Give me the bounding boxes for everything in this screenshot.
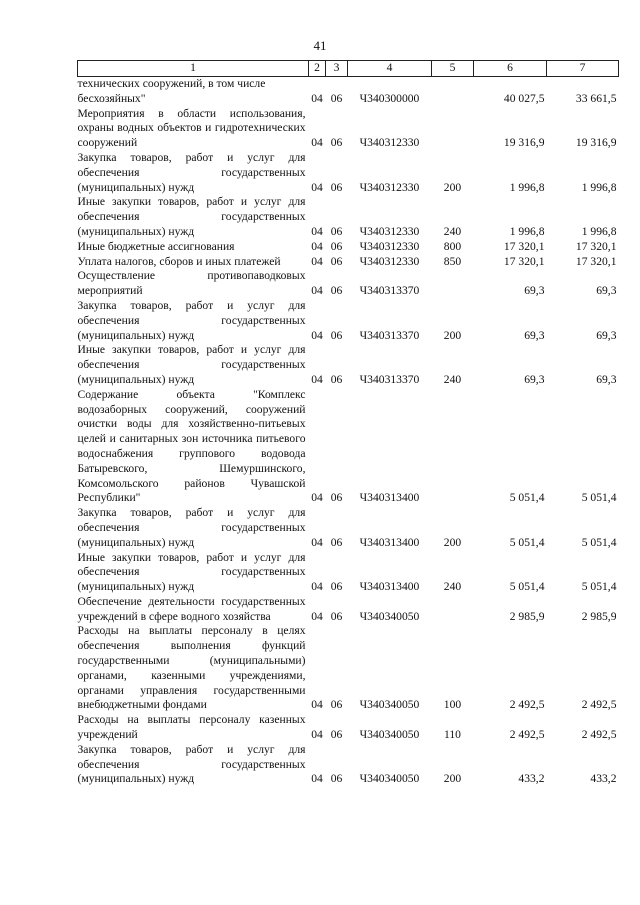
- row-year1-amount: 2 985,9: [509, 609, 545, 623]
- row-article-cell: Ч340312330: [359, 136, 420, 150]
- row-year1-amount: 433,2: [518, 772, 545, 786]
- row-name-cell: Иные закупки товаров, работ и услуг для обеспечения государственных (муниципальных) нужд: [77, 550, 306, 594]
- row-year2-amount: 69,3: [596, 372, 617, 386]
- row-section-cell: 04: [311, 284, 323, 298]
- row-year2-amount: 2 985,9: [581, 609, 617, 623]
- row-year2-amount: 1 996,8: [581, 180, 617, 194]
- row-name-cell: технических сооружений, в том числе бесхозяйных": [77, 77, 266, 105]
- row-expense-type-cell: 240: [443, 580, 462, 594]
- row-year2-amount: 2 492,5: [581, 698, 617, 712]
- table-row: [78, 388, 619, 506]
- row-article-cell: Ч340340050: [359, 609, 420, 623]
- row-year1-amount: 2 492,5: [509, 698, 545, 712]
- row-section-cell: 04: [311, 239, 323, 253]
- row-section-cell: 04: [311, 772, 323, 786]
- row-name-cell: Обеспечение деятельности государственных учреждений в сфере водного хозяйства: [77, 594, 306, 623]
- row-year1-amount: 2 492,5: [509, 728, 545, 742]
- row-year2-amount: 17 320,1: [575, 239, 617, 253]
- row-year1-amount: 17 320,1: [503, 254, 545, 268]
- row-subsection-cell: 06: [330, 254, 343, 268]
- row-year2-amount: 69,3: [596, 284, 617, 298]
- row-name-cell: Закупка товаров, работ и услуг для обеспечения государственных (муниципальных) нужд: [77, 150, 306, 194]
- page-number: 41: [313, 38, 327, 53]
- row-section-cell: 04: [311, 136, 323, 150]
- row-subsection-cell: 06: [330, 698, 343, 712]
- header-cell-year2: 7: [547, 61, 619, 77]
- row-article-cell: Ч340313370: [359, 372, 420, 386]
- table-row: [78, 343, 619, 387]
- row-expense-type-cell: [432, 107, 474, 151]
- row-subsection-cell: 06: [330, 728, 343, 742]
- row-subsection-cell: 06: [330, 136, 343, 150]
- row-section-cell: 04: [311, 180, 323, 194]
- table-row: [78, 506, 619, 550]
- row-expense-type-cell: 240: [443, 224, 462, 238]
- row-expense-type-cell: 200: [443, 535, 462, 549]
- row-section-cell: 04: [311, 91, 323, 105]
- row-year2-amount: 69,3: [596, 328, 617, 342]
- row-expense-type-cell: 110: [444, 728, 461, 742]
- row-article-cell: Ч340340050: [359, 698, 420, 712]
- row-year2-amount: 1 996,8: [581, 224, 617, 238]
- row-article-cell: Ч340313400: [359, 535, 420, 549]
- table-header: [78, 61, 619, 77]
- row-section-cell: 04: [311, 609, 323, 623]
- row-expense-type-cell: 200: [443, 328, 462, 342]
- row-expense-type-cell: 800: [443, 239, 462, 253]
- row-section-cell: 04: [311, 328, 323, 342]
- row-section-cell: 04: [311, 491, 323, 505]
- row-name-cell: Мероприятия в области использования, охраны водных объектов и гидротехнических сооружений: [77, 106, 306, 150]
- row-year2-amount: 5 051,4: [581, 491, 617, 505]
- table-row: [78, 551, 619, 595]
- row-name-cell: Закупка товаров, работ и услуг для обеспечения государственных (муниципальных) нужд: [77, 298, 306, 342]
- row-article-cell: Ч340340050: [359, 772, 420, 786]
- row-name-cell: Иные закупки товаров, работ и услуг для обеспечения государственных (муниципальных) нужд: [77, 195, 306, 238]
- row-expense-type-cell: 200: [443, 772, 462, 786]
- row-subsection-cell: 06: [330, 535, 343, 549]
- row-subsection-cell: 06: [330, 224, 343, 238]
- table-row: [78, 77, 619, 107]
- table-row: [78, 107, 619, 151]
- table-row: [78, 269, 619, 299]
- row-subsection-cell: 06: [330, 372, 343, 386]
- row-name-cell: Закупка товаров, работ и услуг для обеспечения государственных (муниципальных) нужд: [77, 742, 306, 786]
- row-section-cell: 04: [311, 372, 323, 386]
- row-year1-amount: 69,3: [524, 372, 545, 386]
- row-year2-amount: 17 320,1: [575, 254, 617, 268]
- row-section-cell: 04: [311, 728, 323, 742]
- row-expense-type-cell: [432, 269, 474, 299]
- row-section-cell: 04: [311, 580, 323, 594]
- header-cell-article: 4: [348, 61, 432, 77]
- row-article-cell: Ч340313370: [359, 284, 420, 298]
- table-row: [78, 624, 619, 713]
- header-cell-subsection: 3: [326, 61, 348, 77]
- row-year1-amount: 5 051,4: [509, 535, 545, 549]
- row-name-cell: Закупка товаров, работ и услуг для обеспечения государственных (муниципальных) нужд: [77, 506, 306, 549]
- row-year1-amount: 1 996,8: [509, 180, 545, 194]
- row-article-cell: Ч340312330: [359, 180, 420, 194]
- row-year2-amount: 33 661,5: [575, 91, 617, 105]
- row-article-cell: Ч340313400: [359, 580, 420, 594]
- row-subsection-cell: 06: [330, 284, 343, 298]
- row-year2-amount: 5 051,4: [581, 535, 617, 549]
- row-name-cell: Иные бюджетные ассигнования: [77, 239, 235, 253]
- row-year2-amount: 5 051,4: [581, 580, 617, 594]
- row-year1-amount: 1 996,8: [509, 224, 545, 238]
- table-row: [78, 151, 619, 195]
- row-subsection-cell: 06: [330, 180, 343, 194]
- row-subsection-cell: 06: [330, 772, 343, 786]
- row-expense-type-cell: 240: [443, 372, 462, 386]
- row-year2-amount: 19 316,9: [575, 136, 617, 150]
- row-subsection-cell: 06: [330, 328, 343, 342]
- row-year1-amount: 40 027,5: [503, 91, 545, 105]
- row-expense-type-cell: 100: [443, 698, 462, 712]
- row-section-cell: 04: [311, 535, 323, 549]
- table-row: [78, 713, 619, 743]
- table-row: [78, 240, 619, 255]
- table-row: [78, 595, 619, 625]
- row-year1-amount: 5 051,4: [509, 491, 545, 505]
- row-year2-amount: 433,2: [590, 772, 617, 786]
- table-row: [78, 255, 619, 270]
- row-name-cell: Расходы на выплаты персоналу казенных учреждений: [77, 713, 306, 742]
- row-article-cell: Ч340312330: [359, 224, 420, 238]
- row-name-cell: Уплата налогов, сборов и иных платежей: [77, 254, 281, 268]
- row-article-cell: Ч340312330: [359, 239, 420, 253]
- row-article-cell: Ч340300000: [359, 91, 420, 105]
- row-article-cell: Ч340313370: [359, 328, 420, 342]
- row-section-cell: 04: [311, 698, 323, 712]
- table-row: [78, 195, 619, 239]
- table-row: [78, 743, 619, 787]
- row-name-cell: Содержание объекта "Комплекс водозаборных сооружений, сооружений очистки воды для хозяйственно-питьевых целей и санитарных зон источника питьевого водоснабжения группового водовода Батыревского, Шемуршинского, Комсомольского районов Чувашской Республики": [77, 387, 306, 505]
- row-subsection-cell: 06: [330, 91, 343, 105]
- header-cell-section: 2: [309, 61, 326, 77]
- row-expense-type-cell: [432, 388, 474, 506]
- row-section-cell: 04: [311, 224, 323, 238]
- row-year1-amount: 69,3: [524, 284, 545, 298]
- row-subsection-cell: 06: [330, 609, 343, 623]
- header-cell-name: 1: [78, 61, 309, 77]
- row-subsection-cell: 06: [330, 491, 343, 505]
- row-year1-amount: 5 051,4: [509, 580, 545, 594]
- row-subsection-cell: 06: [330, 239, 343, 253]
- row-year1-amount: 19 316,9: [503, 136, 545, 150]
- row-article-cell: Ч340312330: [359, 254, 420, 268]
- row-article-cell: Ч340313400: [359, 491, 420, 505]
- row-subsection-cell: 06: [330, 580, 343, 594]
- row-year1-amount: 69,3: [524, 328, 545, 342]
- row-section-cell: 04: [311, 254, 323, 268]
- row-name-cell: Осуществление противопаводковых мероприятий: [77, 269, 306, 298]
- header-cell-expense-type: 5: [432, 61, 474, 77]
- table-row: [78, 299, 619, 343]
- header-cell-year1: 6: [474, 61, 547, 77]
- table-body: [78, 77, 619, 788]
- row-year1-amount: 17 320,1: [503, 239, 545, 253]
- budget-table: [77, 60, 619, 787]
- row-expense-type-cell: 200: [443, 180, 462, 194]
- row-name-cell: Иные закупки товаров, работ и услуг для обеспечения государственных (муниципальных) нужд: [77, 343, 306, 386]
- row-expense-type-cell: [432, 77, 474, 107]
- row-expense-type-cell: [432, 595, 474, 625]
- row-name-cell: Расходы на выплаты персоналу в целях обеспечения выполнения функций государственными (муниципальными) органами, казенными учреждениями, органами управления государственными внебюджетными фондами: [77, 624, 306, 712]
- row-year2-amount: 2 492,5: [581, 728, 617, 742]
- row-article-cell: Ч340340050: [359, 728, 420, 742]
- row-expense-type-cell: 850: [443, 254, 462, 268]
